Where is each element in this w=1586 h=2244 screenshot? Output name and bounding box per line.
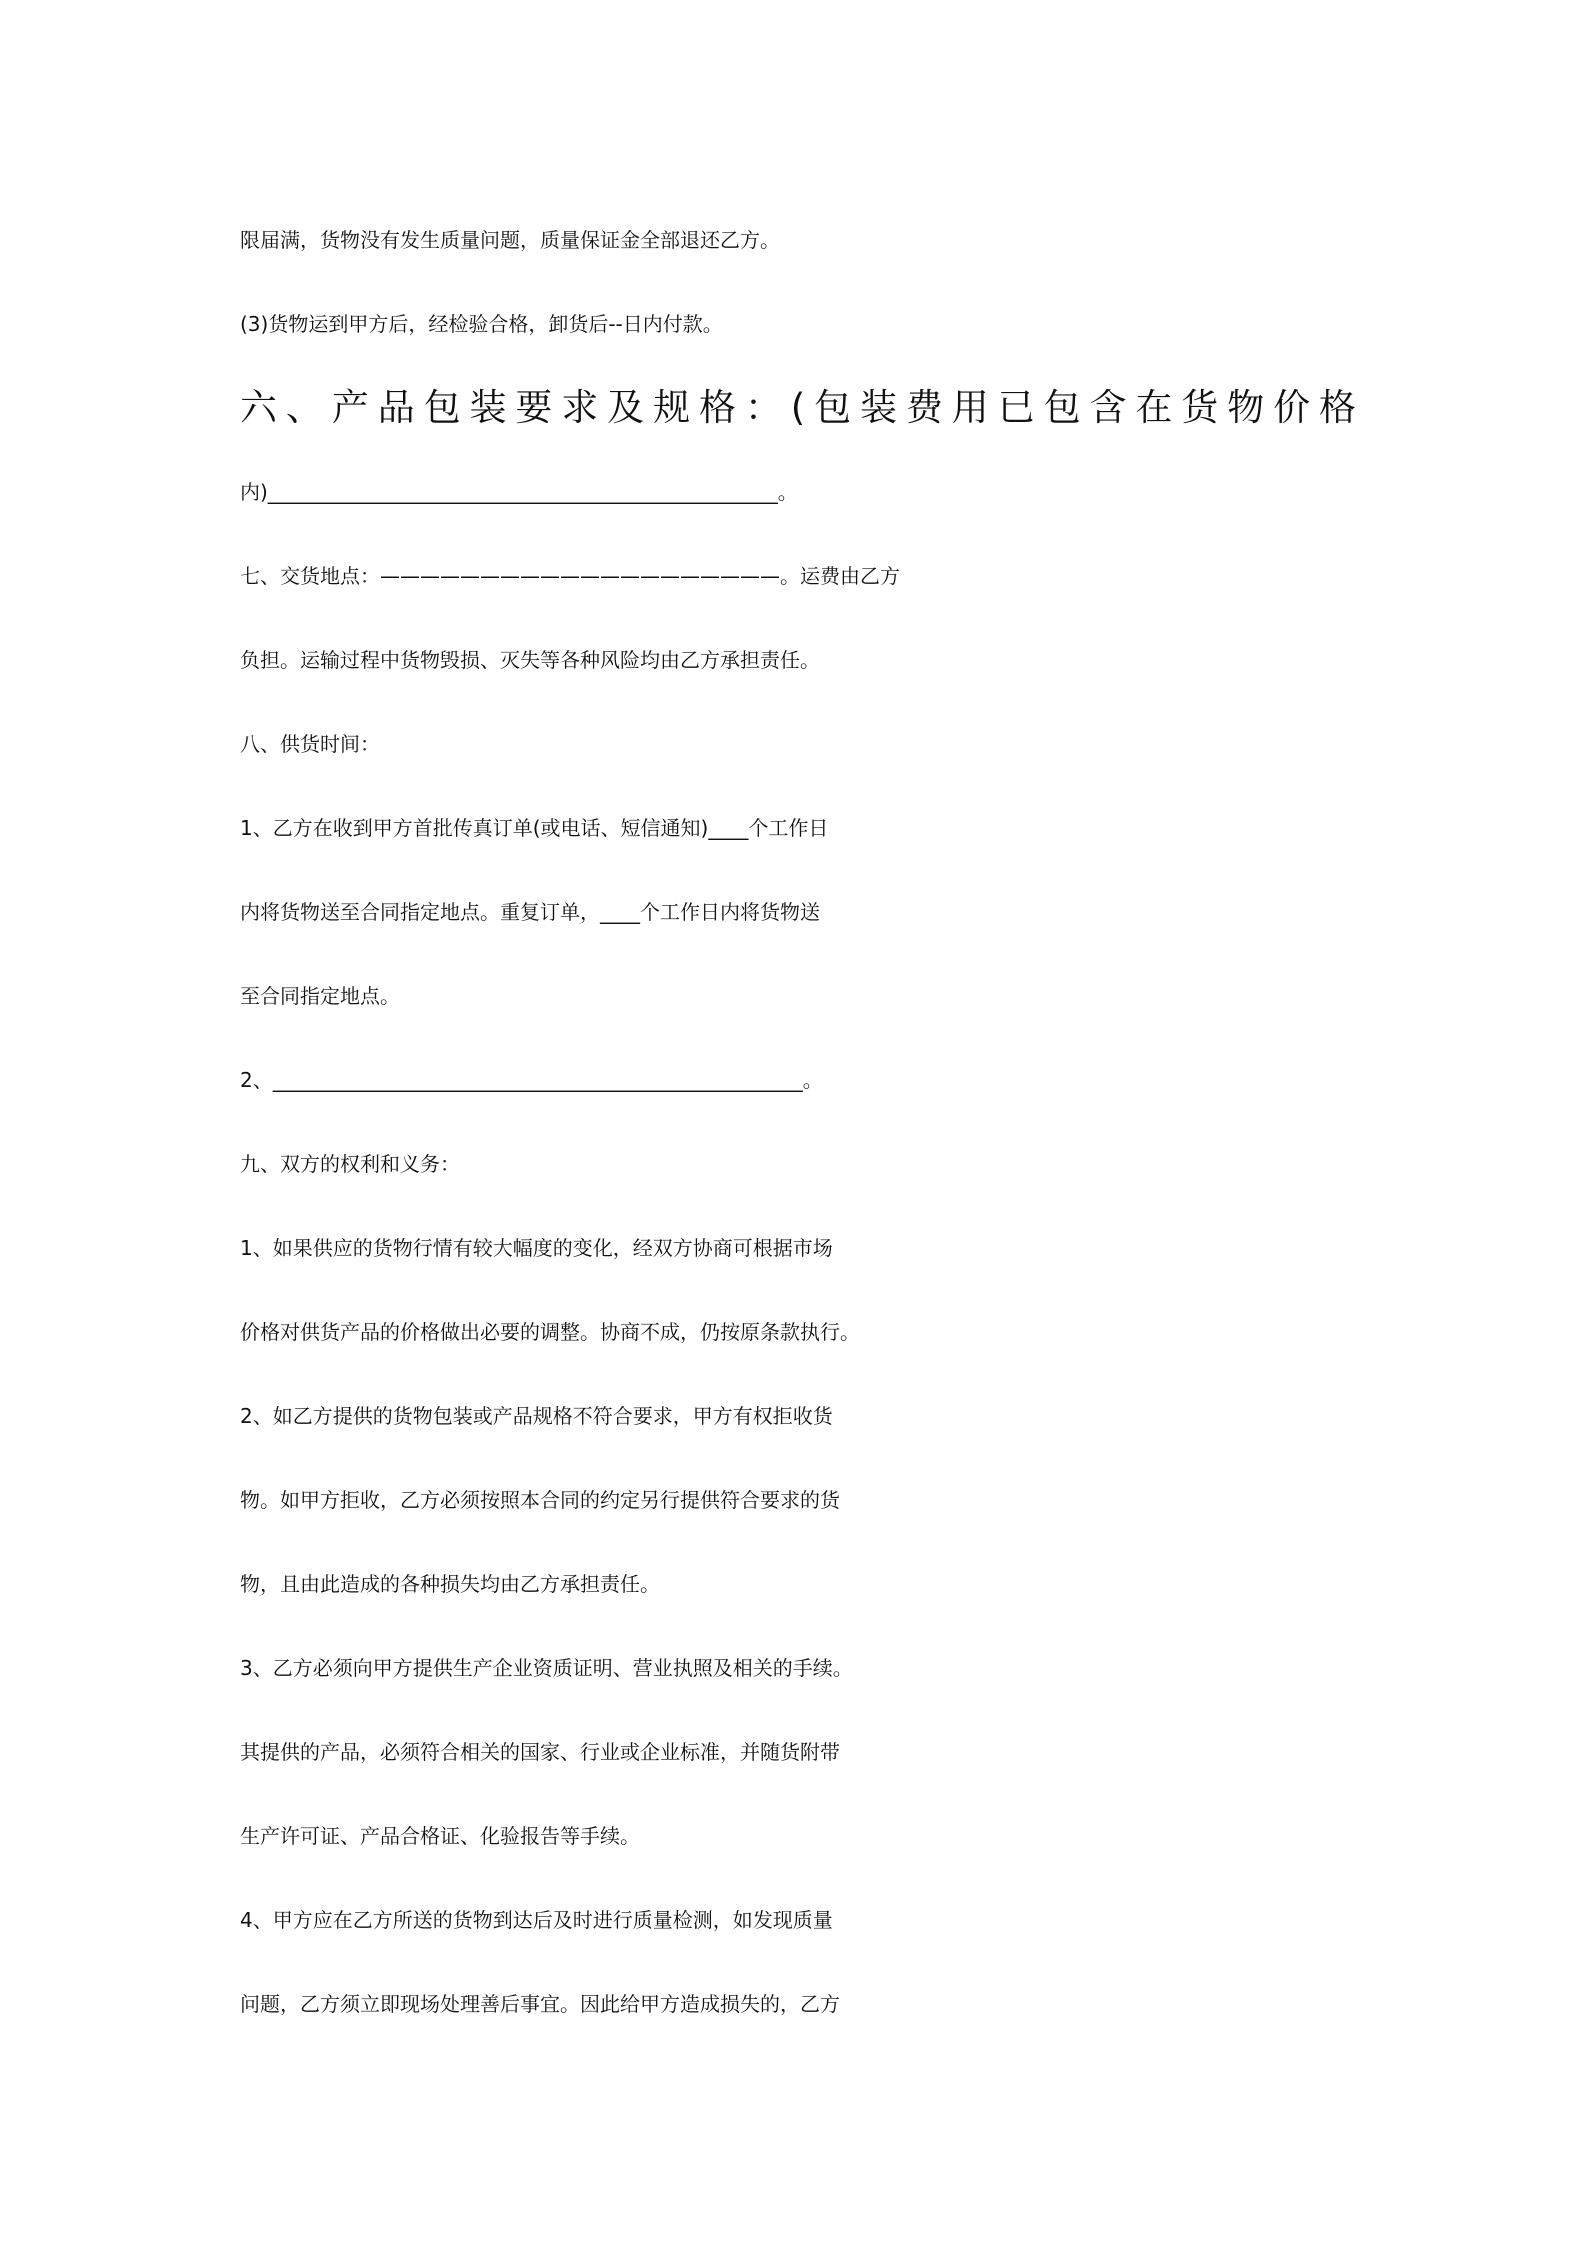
- text-line: 价格对供货产品的价格做出必要的调整。协商不成，仍按原条款执行。: [240, 1320, 860, 1344]
- section-heading-packaging: 六、产品包装要求及规格：(包装费用已包含在货物价格: [240, 386, 1356, 429]
- document-page: [240, 198, 1370, 2046]
- text-line: 1、乙方在收到甲方首批传真订单(或电话、短信通知)____个工作日: [240, 816, 829, 840]
- section-heading-rights-obligations: 九、双方的权利和义务：: [240, 1152, 460, 1176]
- text-line: 3、乙方必须向甲方提供生产企业资质证明、营业执照及相关的手续。: [240, 1656, 853, 1680]
- blank-line-packaging: 内)___________________________________________________。: [240, 480, 798, 504]
- text-line: (3)货物运到甲方后，经检验合格，卸货后--日内付款。: [240, 312, 723, 336]
- text-line: 其提供的产品，必须符合相关的国家、行业或企业标准，并随货附带: [240, 1740, 840, 1764]
- text-line: 限届满，货物没有发生质量问题，质量保证金全部退还乙方。: [240, 228, 780, 252]
- text-line: 物，且由此造成的各种损失均由乙方承担责任。: [240, 1572, 660, 1596]
- text-line: 物。如甲方拒收，乙方必须按照本合同的约定另行提供符合要求的货: [240, 1488, 840, 1512]
- section-heading-supply-time: 八、供货时间：: [240, 732, 380, 756]
- text-line: 1、如果供应的货物行情有较大幅度的变化，经双方协商可根据市场: [240, 1236, 833, 1260]
- text-line: 生产许可证、产品合格证、化验报告等手续。: [240, 1824, 640, 1848]
- text-line: 至合同指定地点。: [240, 984, 400, 1008]
- text-line: 2、如乙方提供的货物包装或产品规格不符合要求，甲方有权拒收货: [240, 1404, 833, 1428]
- blank-line-item-2: 2、_____________________________________________________。: [240, 1068, 823, 1092]
- text-line: 内将货物送至合同指定地点。重复订单，____个工作日内将货物送: [240, 900, 820, 924]
- text-line: 负担。运输过程中货物毁损、灭失等各种风险均由乙方承担责任。: [240, 648, 820, 672]
- section-heading-delivery-location: 七、交货地点：————————————————————。运费由乙方: [240, 564, 900, 588]
- text-line: 4、甲方应在乙方所送的货物到达后及时进行质量检测，如发现质量: [240, 1908, 833, 1932]
- text-line: 问题，乙方须立即现场处理善后事宜。因此给甲方造成损失的，乙方: [240, 1992, 840, 2016]
